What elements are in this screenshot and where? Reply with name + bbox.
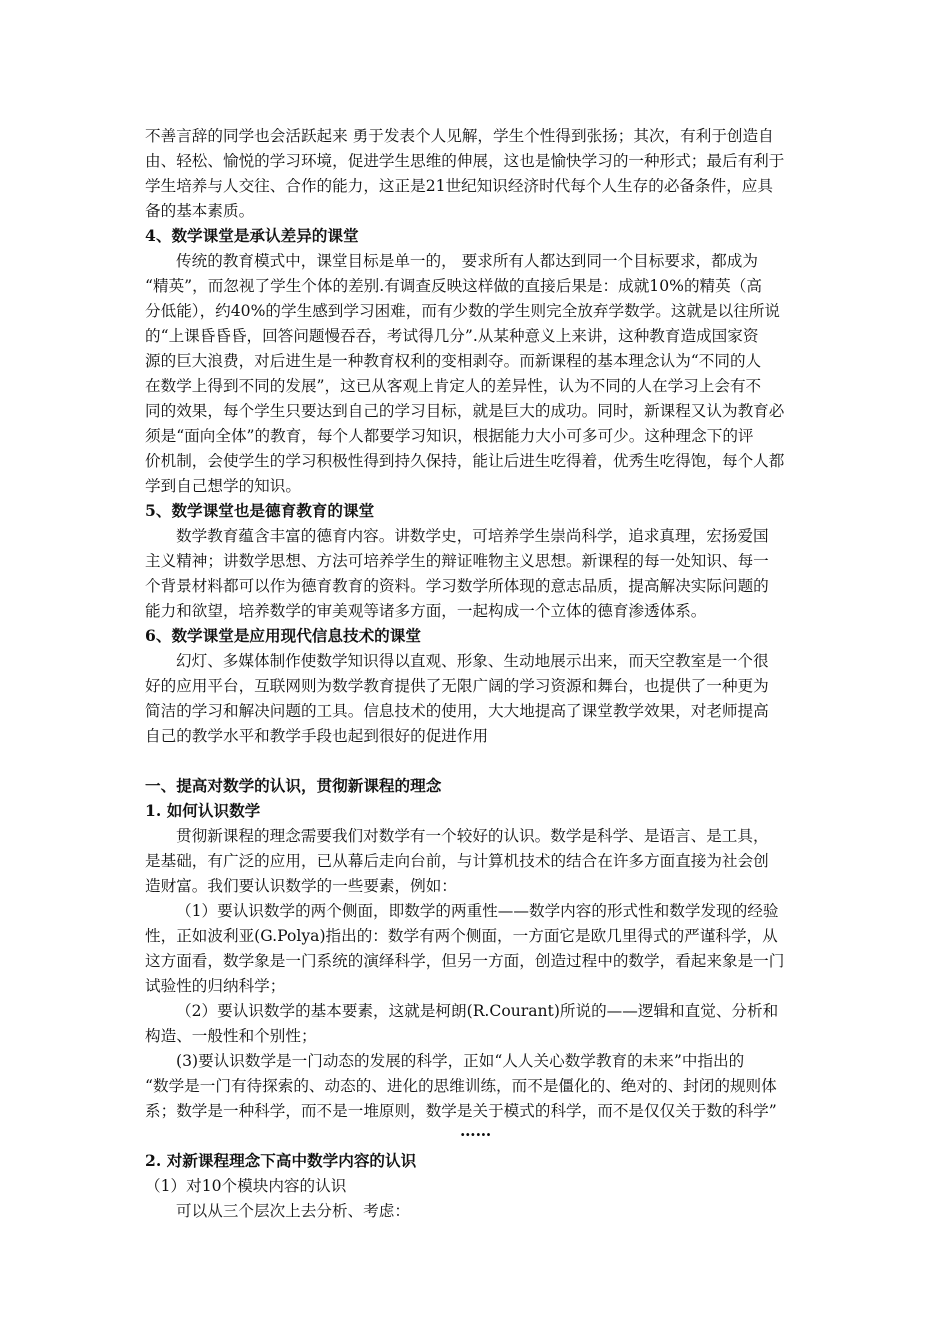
paragraph-line: 试验性的归纳科学；: [145, 977, 286, 995]
paragraph-line: 学生培养与人交往、合作的能力，这正是21世纪知识经济时代每个人生存的必备条件，应具: [145, 177, 773, 195]
paragraph-line: (3)要认识数学是一门动态的发展的科学，正如“人人关心数学教育的未来”中指出的: [176, 1052, 745, 1070]
paragraph-line: 造财富。我们要认识数学的一些要素，例如：: [145, 877, 457, 895]
paragraph-line: （1）对10个模块内容的认识: [145, 1177, 347, 1195]
paragraph-line: 这方面看，数学象是一门系统的演绎科学，但另一方面，创造过程中的数学，看起来象是一门: [145, 952, 785, 970]
paragraph-line: 个背景材料都可以作为德育教育的资料。学习数学所体现的意志品质，提高解决实际问题的: [145, 577, 769, 595]
paragraph-line: 须是“面向全体”的教育，每个人都要学习知识，根据能力大小可多可少。这种理念下的评: [145, 427, 754, 445]
paragraph-line: 性，正如波利亚(G.Polya)指出的：数学有两个侧面，一方面它是欧几里得式的严谨科学，从: [145, 927, 778, 945]
paragraph-line: 系；数学是一种科学，而不是一堆原则，数学是关于模式的科学，而不是仅仅关于数的科学”: [145, 1102, 777, 1120]
paragraph-line: 同的效果，每个学生只要达到自己的学习目标，就是巨大的成功。同时，新课程又认为教育必: [145, 402, 785, 420]
chapter-heading: 一、提高对数学的认识，贯彻新课程的理念: [145, 776, 442, 795]
paragraph-line: 不善言辞的同学也会活跃起来 勇于发表个人见解，学生个性得到张扬；其次，有利于创造自: [145, 127, 774, 145]
paragraph-line: “精英”，而忽视了学生个体的差别.有调查反映这样做的直接后果是：成就10%的精英（高: [145, 277, 762, 295]
paragraph-line: 可以从三个层次上去分析、考虑：: [176, 1202, 410, 1220]
section-heading-5: 5、数学课堂也是德育教育的课堂: [145, 501, 375, 520]
paragraph-line: 的“上课昏昏昏，回答问题慢吞吞，考试得几分”.从某种意义上来讲，这种教育造成国家资: [145, 327, 759, 345]
paragraph-line: 能力和欲望，培养数学的审美观等诸多方面，一起构成一个立体的德育渗透体系。: [145, 602, 707, 620]
paragraph-line: 好的应用平台，互联网则为数学教育提供了无限广阔的学习资源和舞台，也提供了一种更为: [145, 677, 769, 695]
paragraph-line: 自己的教学水平和教学手段也起到很好的促进作用: [145, 727, 489, 745]
paragraph-line: 学到自己想学的知识。: [145, 477, 301, 495]
section-heading-6: 6、数学课堂是应用现代信息技术的课堂: [145, 626, 421, 645]
subsection-heading-2: 2. 对新课程理念下高中数学内容的认识: [145, 1151, 417, 1170]
paragraph-line: 贯彻新课程的理念需要我们对数学有一个较好的认识。数学是科学、是语言、是工具，: [176, 827, 769, 845]
paragraph-line: “数学是一门有待探索的、动态的、进化的思维训练，而不是僵化的、绝对的、封闭的规则体: [145, 1077, 777, 1095]
paragraph-line: 由、轻松、愉悦的学习环境，促进学生思维的伸展，这也是愉快学习的一种形式；最后有利于: [145, 152, 785, 170]
paragraph-line: 源的巨大浪费，对后进生是一种教育权利的变相剥夺。而新课程的基本理念认为“不同的人: [145, 352, 762, 370]
paragraph-line: 是基础，有广泛的应用，已从幕后走向台前，与计算机技术的结合在许多方面直接为社会创: [145, 852, 769, 870]
paragraph-line: （1）要认识数学的两个侧面，即数学的两重性——数学内容的形式性和数学发现的经验: [176, 902, 779, 920]
paragraph-line: 幻灯、多媒体制作使数学知识得以直观、形象、生动地展示出来，而天空教室是一个很: [176, 652, 769, 670]
ellipsis: ……: [460, 1121, 492, 1140]
paragraph-line: 分低能），约40%的学生感到学习困难，而有少数的学生则完全放弃学数学。这就是以往所说: [145, 302, 781, 320]
paragraph-line: 在数学上得到不同的发展”，这已从客观上肯定人的差异性，认为不同的人在学习上会有不: [145, 377, 762, 395]
paragraph-line: 传统的教育模式中，课堂目标是单一的， 要求所有人都达到同一个目标要求，都成为: [176, 252, 758, 270]
paragraph-line: 价机制，会使学生的学习积极性得到持久保持，能让后进生吃得着，优秀生吃得饱，每个人都: [145, 452, 785, 470]
paragraph-line: 主义精神；讲数学思想、方法可培养学生的辩证唯物主义思想。新课程的每一处知识、每一: [145, 552, 769, 570]
paragraph-line: 备的基本素质。: [145, 202, 255, 220]
section-heading-4: 4、数学课堂是承认差异的课堂: [145, 226, 359, 245]
paragraph-line: 构造、一般性和个别性；: [145, 1027, 317, 1045]
paragraph-line: （2）要认识数学的基本要素，这就是柯朗(R.Courant)所说的——逻辑和直觉、分析和: [176, 1002, 779, 1020]
paragraph-line: 数学教育蕴含丰富的德育内容。讲数学史，可培养学生崇尚科学，追求真理，宏扬爱国: [176, 527, 769, 545]
subsection-heading-1: 1. 如何认识数学: [145, 801, 261, 820]
paragraph-line: 简洁的学习和解决问题的工具。信息技术的使用，大大地提高了课堂教学效果，对老师提高: [145, 702, 769, 720]
